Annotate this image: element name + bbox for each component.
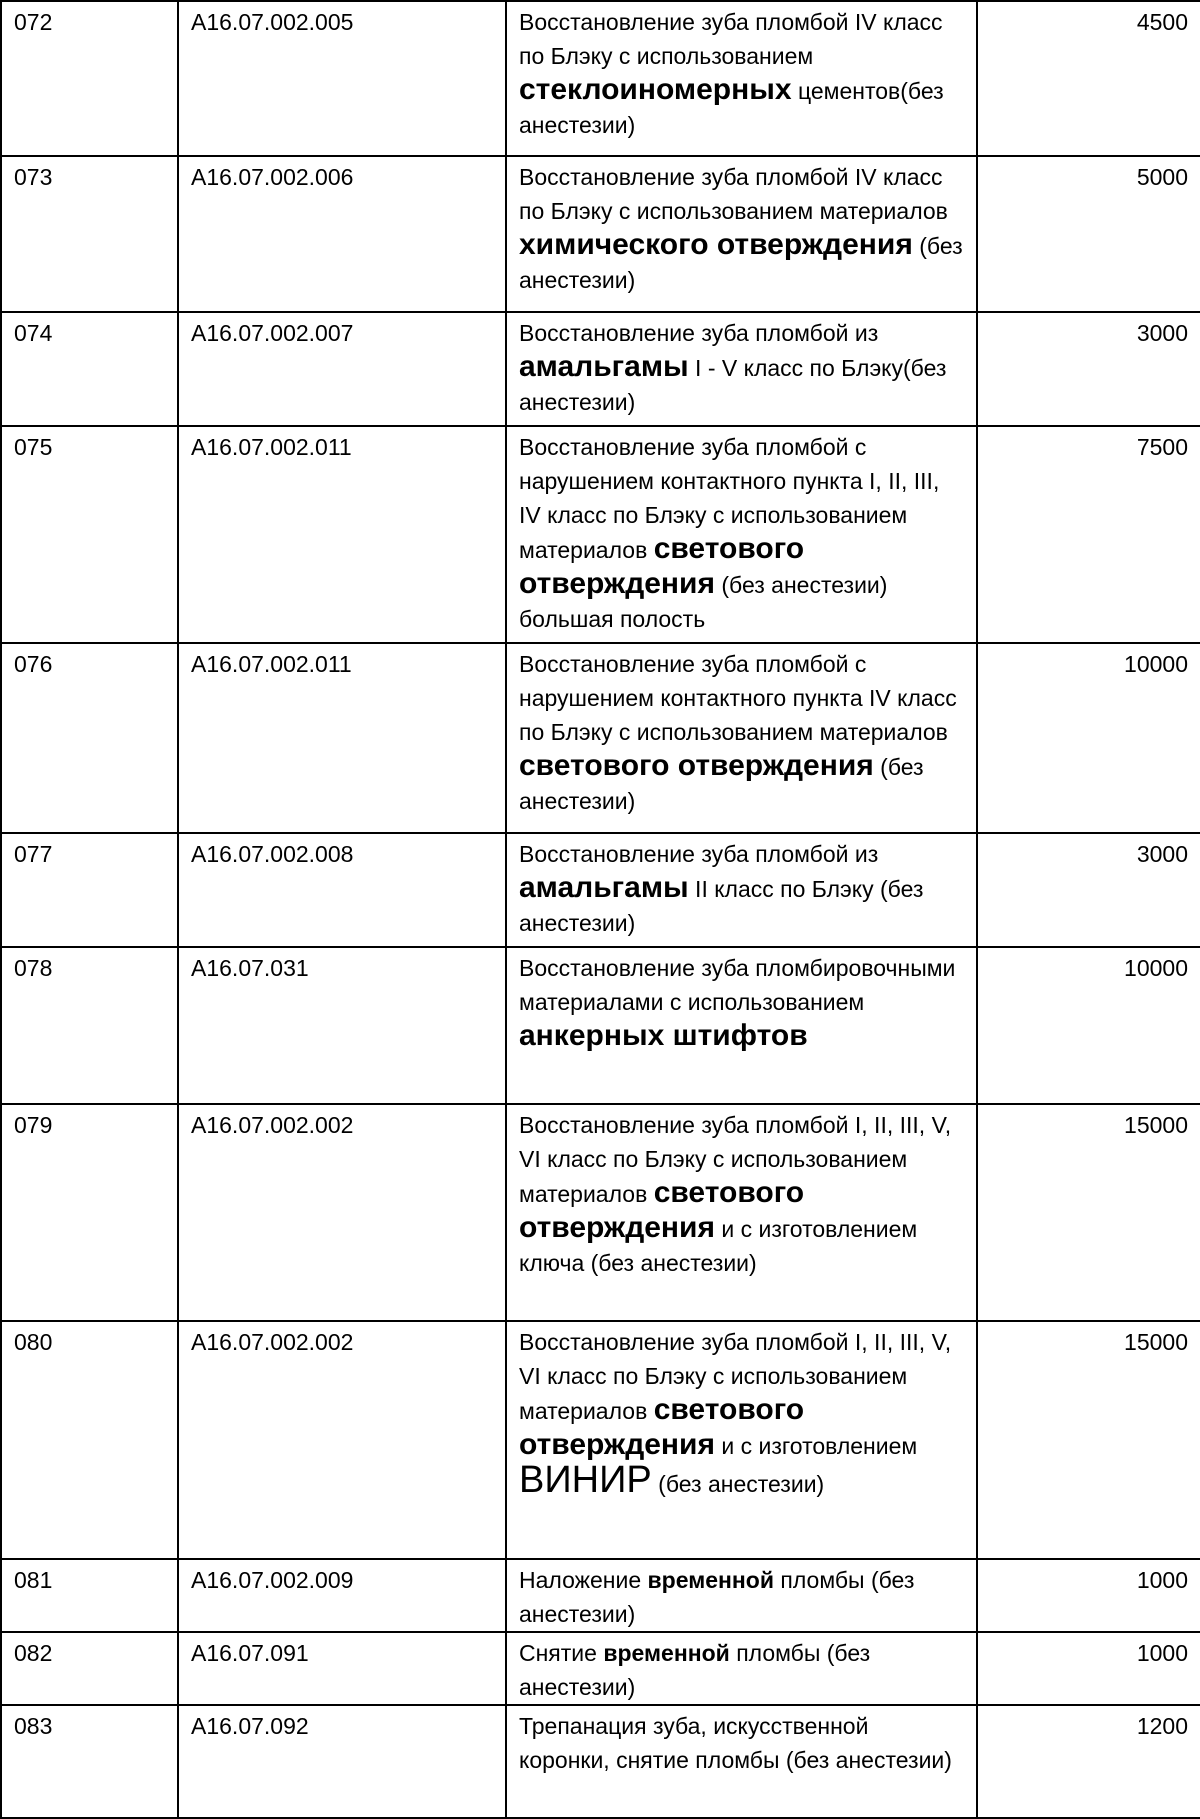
service-code: A16.07.002.006 (178, 156, 506, 312)
service-description (506, 1705, 977, 1818)
service-price: 10000 (977, 643, 1200, 833)
service-description (506, 1104, 977, 1321)
service-price: 15000 (977, 1104, 1200, 1321)
row-number: 079 (1, 1104, 178, 1321)
table-row (1, 947, 1200, 1104)
service-price: 1000 (977, 1559, 1200, 1632)
description-fragment: светового отверждения (519, 532, 805, 600)
description-fragment: Восстановление зуба пломбой IV класс по Блэку с использованием материалов (519, 164, 948, 224)
description-fragment: светового отверждения (519, 1176, 805, 1244)
service-price: 10000 (977, 947, 1200, 1104)
service-description (506, 1559, 977, 1632)
service-description (506, 1632, 977, 1705)
row-number: 080 (1, 1321, 178, 1559)
description-fragment: светового отверждения (519, 1393, 805, 1461)
service-code: A16.07.091 (178, 1632, 506, 1705)
description-fragment: амальгамы (519, 871, 689, 904)
row-number: 078 (1, 947, 178, 1104)
row-number: 077 (1, 833, 178, 947)
row-number: 082 (1, 1632, 178, 1705)
description-fragment: пломбы (без анестезии) (519, 1567, 915, 1627)
description-fragment: Трепанация зуба, искусственной коронки, снятие пломбы (без анестезии) (519, 1713, 952, 1773)
description-fragment: временной (647, 1567, 774, 1593)
row-number: 081 (1, 1559, 178, 1632)
description-fragment: цементов(без анестезии) (519, 78, 944, 138)
description-fragment: химического отверждения (519, 228, 913, 261)
service-code: A16.07.002.009 (178, 1559, 506, 1632)
table-row (1, 1, 1200, 156)
service-description (506, 1321, 977, 1559)
description-fragment: Восстановление зуба пломбой с нарушением контактного пункта I, II, III, IV класс по Блэку с использованием материалов (519, 434, 940, 563)
description-fragment: Наложение (519, 1567, 648, 1593)
description-fragment: II класс по Блэку (без анестезии) (519, 876, 924, 936)
service-code: A16.07.031 (178, 947, 506, 1104)
table-row (1, 643, 1200, 833)
row-number: 076 (1, 643, 178, 833)
table-row (1, 312, 1200, 426)
service-code: A16.07.002.007 (178, 312, 506, 426)
description-fragment: светового отверждения (519, 749, 874, 782)
table-row (1, 1104, 1200, 1321)
description-fragment: и с изготовлением (715, 1433, 918, 1459)
description-fragment: (без анестезии) (651, 1471, 825, 1497)
service-description (506, 947, 977, 1104)
service-price: 1200 (977, 1705, 1200, 1818)
table-row (1, 426, 1200, 643)
row-number: 072 (1, 1, 178, 156)
service-code: A16.07.002.008 (178, 833, 506, 947)
service-price: 3000 (977, 312, 1200, 426)
service-code: A16.07.002.011 (178, 426, 506, 643)
description-fragment: амальгамы (519, 350, 689, 383)
description-fragment: Снятие (519, 1640, 604, 1666)
description-fragment: пломбы (без анестезии) (519, 1640, 871, 1700)
service-description (506, 312, 977, 426)
service-price: 3000 (977, 833, 1200, 947)
table-row (1, 1559, 1200, 1632)
service-price: 4500 (977, 1, 1200, 156)
service-price: 15000 (977, 1321, 1200, 1559)
service-code: A16.07.002.011 (178, 643, 506, 833)
table-row (1, 833, 1200, 947)
service-price: 5000 (977, 156, 1200, 312)
table-row (1, 1632, 1200, 1705)
table-row (1, 1321, 1200, 1559)
row-number: 083 (1, 1705, 178, 1818)
description-fragment: Восстановление зуба пломбировочными материалами с использованием (519, 955, 956, 1015)
description-fragment: (без анестезии) большая полость (519, 572, 888, 632)
description-fragment: (без анестезии) (519, 233, 963, 293)
service-code: A16.07.002.002 (178, 1104, 506, 1321)
row-number: 073 (1, 156, 178, 312)
description-fragment: ВИНИР (519, 1459, 652, 1501)
service-code: A16.07.092 (178, 1705, 506, 1818)
row-number: 074 (1, 312, 178, 426)
description-fragment: Восстановление зуба пломбой из (519, 841, 879, 867)
description-fragment: Восстановление зуба пломбой с нарушением контактного пункта IV класс по Блэку с использованием материалов (519, 651, 957, 745)
table-row (1, 1705, 1200, 1818)
description-fragment: временной (603, 1640, 730, 1666)
service-price: 1000 (977, 1632, 1200, 1705)
description-fragment: и с изготовлением ключа (без анестезии) (519, 1216, 918, 1276)
table-row (1, 156, 1200, 312)
row-number: 075 (1, 426, 178, 643)
service-description (506, 833, 977, 947)
description-fragment: I - V класс по Блэку(без анестезии) (519, 355, 947, 415)
description-fragment: стеклоиномерных (519, 73, 792, 106)
description-fragment: анкерных штифтов (519, 1019, 808, 1052)
service-description (506, 156, 977, 312)
price-table-body (1, 1, 1200, 1818)
service-description (506, 426, 977, 643)
service-price: 7500 (977, 426, 1200, 643)
description-fragment: Восстановление зуба пломбой I, II, III, V, VI класс по Блэку с использованием материалов (519, 1112, 952, 1207)
service-code: A16.07.002.005 (178, 1, 506, 156)
service-description (506, 1, 977, 156)
service-code: A16.07.002.002 (178, 1321, 506, 1559)
description-fragment: Восстановление зуба пломбой IV класс по Блэку с использованием (519, 9, 943, 69)
description-fragment: Восстановление зуба пломбой I, II, III, V, VI класс по Блэку с использованием материалов (519, 1329, 952, 1424)
description-fragment: (без анестезии) (519, 754, 924, 814)
description-fragment: Восстановление зуба пломбой из (519, 320, 879, 346)
service-description (506, 643, 977, 833)
